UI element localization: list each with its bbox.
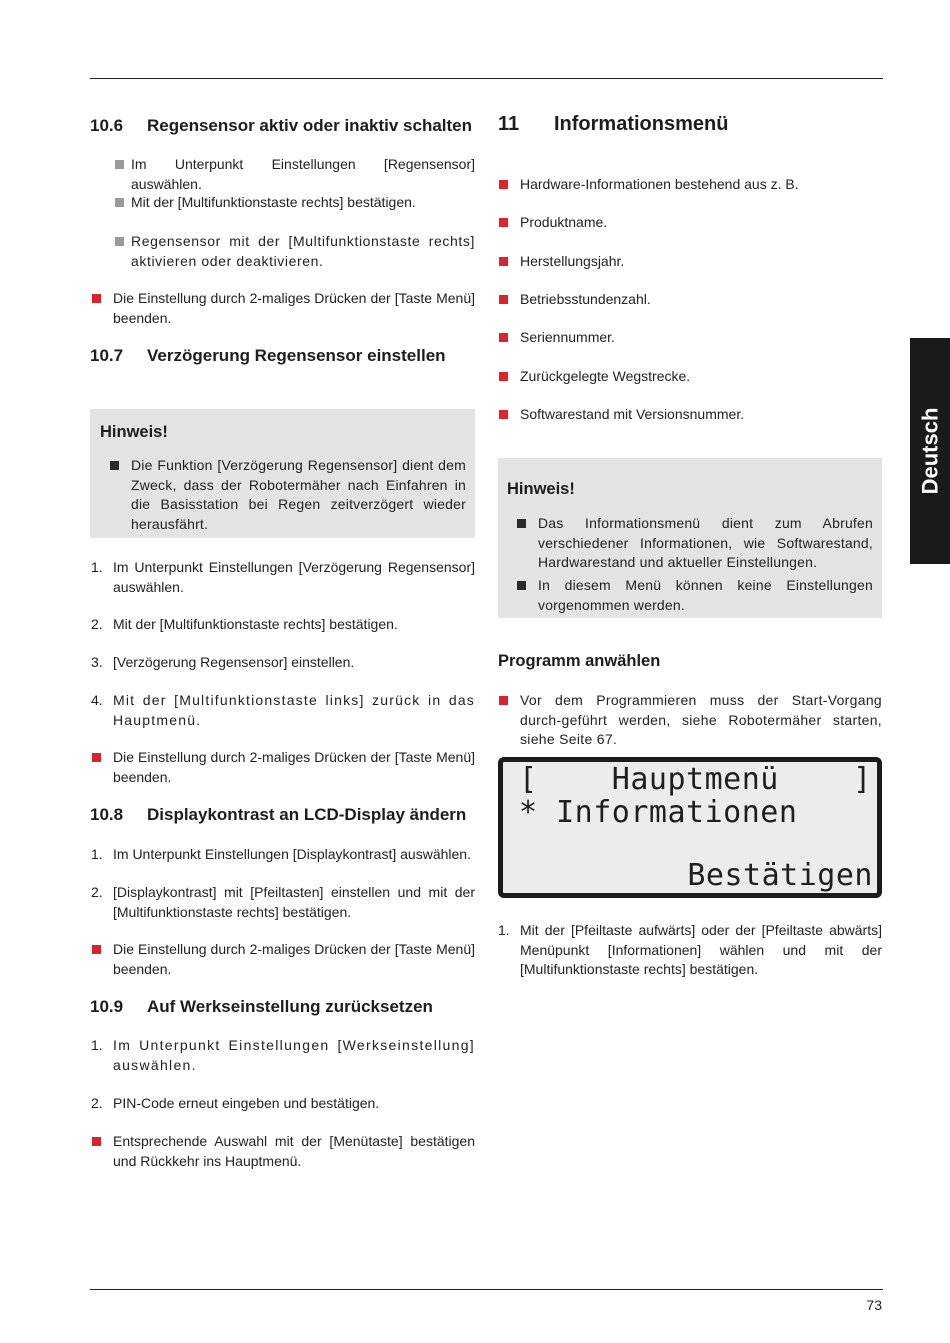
chapter-title: Informationsmenü	[554, 113, 729, 135]
step-text: PIN-Code erneut eingeben und bestätigen.	[113, 1095, 380, 1111]
step-item	[91, 558, 475, 597]
hint-item: Die Funktion [Verzögerung Regensensor] dient dem Zweck, dass der Robotermäher nach Einfahren in die Basisstation bei Regen zeitverzögert wieder herausfährt.	[131, 456, 466, 534]
hint-title: Hinweis!	[100, 423, 168, 441]
section-heading	[90, 805, 466, 825]
list-item: Mit der [Multifunktionstaste rechts] bestätigen.	[131, 193, 475, 213]
list-item: Die Einstellung durch 2-maliges Drücken der [Taste Menü] beenden.	[113, 940, 475, 979]
list-item: Zurückgelegte Wegstrecke.	[520, 367, 882, 387]
step-text: [Displaykontrast] mit [Pfeiltasten] einstellen und mit der [Multifunktionstaste rechts] bestätigen.	[113, 884, 475, 920]
step-text: Mit der [Multifunktionstaste links] zurück in das Hauptmenü.	[113, 692, 475, 728]
list-item: Entsprechende Auswahl mit der [Menütaste] bestätigen und Rückkehr ins Hauptmenü.	[113, 1132, 475, 1171]
step-item	[91, 653, 475, 673]
lcd-line-2: * Informationen	[519, 795, 798, 830]
top-rule	[90, 78, 883, 79]
list-item: Hardware-Informationen bestehend aus z. B.	[520, 175, 882, 195]
section-heading	[90, 116, 472, 136]
step-item	[498, 921, 882, 980]
step-number: 2.	[91, 616, 103, 632]
step-number: 3.	[91, 654, 103, 670]
list-item: Im Unterpunkt Einstellungen [Regensensor] auswählen.	[131, 155, 475, 194]
chapter-number: 11	[498, 113, 520, 135]
hint-item: In diesem Menü können keine Einstellungen vorgenommen werden.	[538, 576, 873, 615]
section-title: Regensensor aktiv oder inaktiv schalten	[147, 116, 473, 135]
step-number: 1.	[91, 1037, 103, 1053]
step-number: 1.	[91, 846, 103, 862]
step-item	[91, 615, 475, 635]
step-text: Mit der [Pfeiltaste aufwärts] oder der [Pfeiltaste abwärts] Menüpunkt [Informationen] wählen und mit der [Multifunktionstaste rechts] bestätigen.	[520, 922, 882, 977]
list-item: Vor dem Programmieren muss der Start-Vorgang durch-geführt werden, siehe Robotermäher starten, siehe Seite 67.	[520, 691, 882, 750]
list-item: Betriebsstundenzahl.	[520, 290, 882, 310]
step-text: Mit der [Multifunktionstaste rechts] bestätigen.	[113, 616, 398, 632]
subsection-heading: Programm anwählen	[498, 652, 661, 670]
list-item: Herstellungsjahr.	[520, 252, 882, 272]
page-number: 73	[866, 1297, 882, 1313]
section-title: Displaykontrast an LCD-Display ändern	[147, 805, 467, 824]
section-number: 10.7	[90, 346, 124, 365]
step-number: 4.	[91, 692, 103, 708]
list-item: Die Einstellung durch 2-maliges Drücken der [Taste Menü] beenden.	[113, 748, 475, 787]
hint-title: Hinweis!	[507, 480, 575, 498]
step-text: Im Unterpunkt Einstellungen [Verzögerung Regensensor] auswählen.	[113, 559, 475, 595]
step-number: 2.	[91, 1095, 103, 1111]
step-text: Im Unterpunkt Einstellungen [Werkseinstellung] auswählen.	[113, 1037, 475, 1073]
section-number: 10.9	[90, 997, 124, 1016]
list-item: Seriennummer.	[520, 328, 882, 348]
step-number: 1.	[498, 922, 510, 938]
step-item	[91, 883, 475, 922]
step-item	[91, 691, 475, 730]
section-number: 10.6	[90, 116, 124, 135]
step-number: 2.	[91, 884, 103, 900]
section-heading	[90, 346, 446, 366]
language-tab-label: Deutsch	[917, 407, 943, 495]
step-item	[91, 1036, 475, 1075]
list-item: Produktname.	[520, 213, 882, 233]
step-text: [Verzögerung Regensensor] einstellen.	[113, 654, 355, 670]
lcd-line-3: Bestätigen	[687, 858, 873, 893]
step-item	[91, 1094, 475, 1114]
hint-item: Das Informationsmenü dient zum Abrufen verschiedener Informationen, wie Softwarestand, Hardwarestand und aktueller Einstellungen.	[538, 514, 873, 573]
list-item: Softwarestand mit Versionsnummer.	[520, 405, 882, 425]
list-item: Regensensor mit der [Multifunktionstaste rechts] aktivieren oder deaktivieren.	[131, 232, 475, 271]
section-title: Auf Werkseinstellung zurücksetzen	[147, 997, 433, 1016]
section-title: Verzögerung Regensensor einstellen	[147, 346, 446, 365]
chapter-heading	[498, 113, 728, 136]
section-heading	[90, 997, 433, 1017]
step-item	[91, 845, 475, 865]
bottom-rule	[90, 1289, 883, 1290]
language-tab-label-wrap	[910, 338, 950, 564]
step-number: 1.	[91, 559, 103, 575]
lcd-line-1: [ Hauptmenü ]	[519, 762, 872, 797]
section-number: 10.8	[90, 805, 124, 824]
lcd-display	[498, 757, 882, 898]
step-text: Im Unterpunkt Einstellungen [Displaykontrast] auswählen.	[113, 846, 471, 862]
list-item: Die Einstellung durch 2-maliges Drücken der [Taste Menü] beenden.	[113, 289, 475, 328]
